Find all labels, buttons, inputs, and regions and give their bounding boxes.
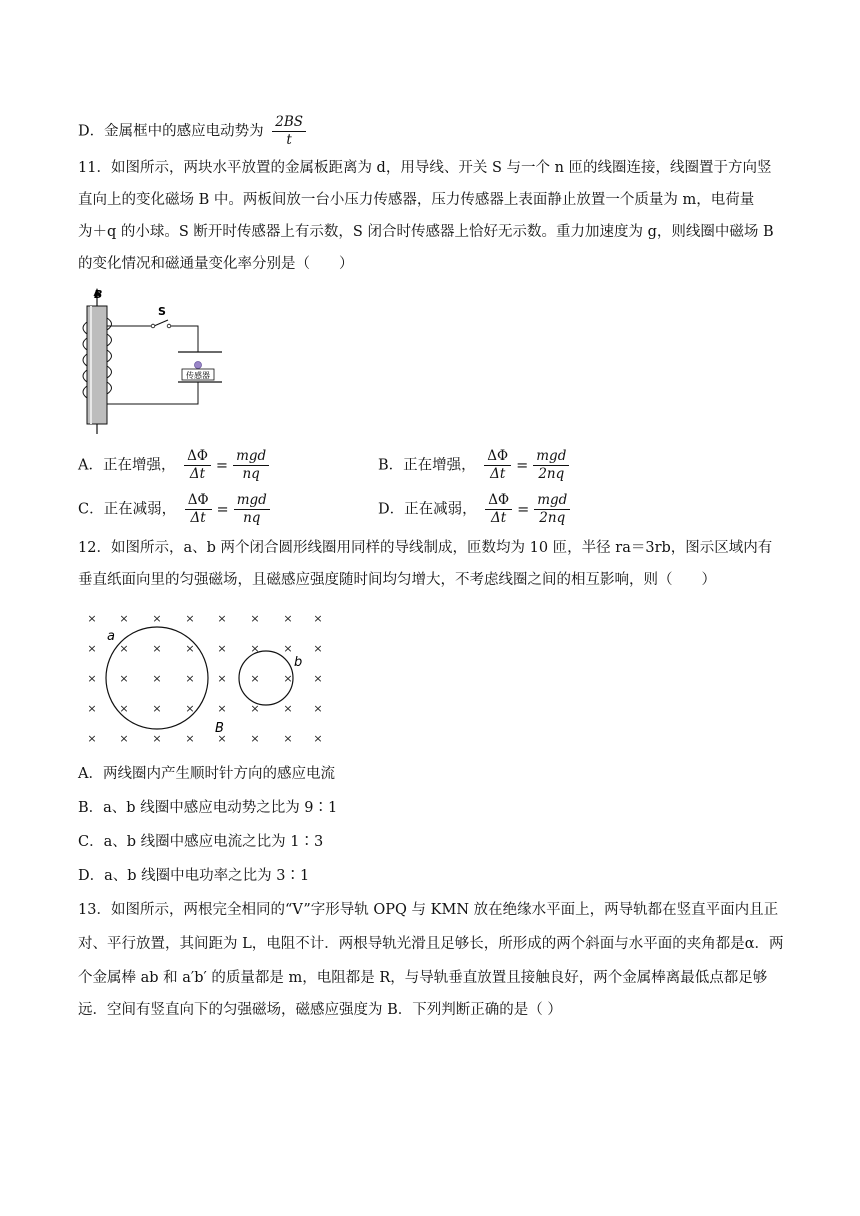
option-label: C．正在减弱， [78, 501, 177, 518]
q11-option-d: D．正在减弱， $\frac{\Delta\Phi}{\Delta t}$ = $\frac{\text{mgd}}{2nq}$ [378, 492, 574, 527]
fraction-denominator: Δt [490, 466, 506, 482]
fraction [184, 448, 211, 483]
q12-option-d: D．a、b 线圈中电功率之比为 3∶1 [78, 868, 310, 884]
q11-stem-line: 的变化情况和磁通量变化率分别是（ ） [78, 256, 354, 272]
field-cross-mark: × [217, 642, 227, 655]
q12-stem-line: 垂直纸面向里的匀强磁场，且磁感应强度随时间均匀增大，不考虑线圈之间的相互影响，则（ ） [78, 572, 716, 588]
q12-option-c: C．a、b 线圈中感应电流之比为 1∶3 [78, 834, 324, 850]
q10-option-d [78, 114, 310, 149]
fraction-denominator: nq [242, 466, 260, 482]
field-cross-mark: × [185, 732, 195, 745]
q13-stem-line: 个金属棒 ab 和 a′b′ 的质量都是 m，电阻都是 R，与导轨垂直放置且接触良好，两个金属棒离最低点都足够 [78, 970, 768, 986]
field-cross-mark: × [250, 672, 260, 685]
field-cross-mark: × [313, 642, 323, 655]
fraction-denominator: nq [243, 510, 261, 526]
fraction-numerator: mgd [534, 492, 570, 510]
field-cross-mark: × [152, 642, 162, 655]
field-cross-mark: × [250, 642, 260, 655]
q12-option-b: B．a、b 线圈中感应电动势之比为 9∶1 [78, 800, 338, 816]
field-cross-mark: × [87, 672, 97, 685]
fraction [234, 492, 270, 527]
q11-coil-circuit-figure [72, 284, 232, 436]
field-cross-mark: × [283, 732, 293, 745]
field-cross-mark: × [283, 672, 293, 685]
field-cross-mark: × [250, 732, 260, 745]
q12-figure-label-field: B [215, 721, 224, 736]
field-cross-mark: × [283, 642, 293, 655]
field-cross-mark: × [217, 672, 227, 685]
field-cross-mark: × [283, 612, 293, 625]
fraction-numerator: ΔΦ [485, 492, 512, 510]
field-cross-mark: × [217, 702, 227, 715]
fraction-numerator: ΔΦ [184, 448, 211, 466]
q10-option-d-fraction [272, 114, 306, 149]
q12-option-a: A．两线圈内产生顺时针方向的感应电流 [78, 766, 335, 782]
field-cross-mark: × [119, 702, 129, 715]
fraction-denominator: Δt [190, 510, 206, 526]
field-cross-mark: × [152, 732, 162, 745]
field-cross-mark: × [313, 672, 323, 685]
q11-figure-label-b: B [94, 288, 103, 301]
field-cross-mark: × [119, 642, 129, 655]
field-cross-mark: × [87, 732, 97, 745]
fraction [233, 448, 269, 483]
q11-stem-line: 直向上的变化磁场 B 中。两板间放一台小压力传感器，压力传感器上表面静止放置一个质量为 m，电荷量 [78, 192, 755, 208]
field-cross-mark: × [313, 612, 323, 625]
field-cross-mark: × [119, 612, 129, 625]
q13-stem-line: 对、平行放置，其间距为 L，电阻不计．两根导轨光滑且足够长，所形成的两个斜面与水平面的夹角都是α．两 [78, 936, 784, 952]
q12-figure-label-b: b [294, 655, 303, 670]
field-cross-mark: × [250, 702, 260, 715]
field-cross-mark: × [87, 612, 97, 625]
q11-figure-sensor-label: 传感器 [186, 371, 210, 380]
option-label: B．正在增强， [378, 457, 476, 474]
fraction-numerator: mgd [533, 448, 569, 466]
q13-stem-line: 远．空间有竖直向下的匀强磁场，磁感应强度为 B．下列判断正确的是（ ） [78, 1002, 562, 1018]
field-cross-mark: × [185, 642, 195, 655]
q11-stem-line: 为＋q 的小球。S 断开时传感器上有示数，S 闭合时传感器上恰好无示数。重力加速度为 g，则线圈中磁场 B [78, 224, 774, 240]
fraction [533, 448, 569, 483]
q11-figure-label-s: S [158, 305, 166, 318]
fraction [185, 492, 212, 527]
field-cross-mark: × [283, 702, 293, 715]
option-label: D．正在减弱， [378, 501, 477, 518]
q12-figure-label-a: a [107, 629, 115, 644]
q11-option-b: B．正在增强， $\frac{\Delta\Phi}{\Delta t}$ = $\frac{\text{mgd}}{2nq}$ [378, 448, 573, 483]
fraction-denominator: 2nq [539, 510, 566, 526]
fraction-numerator: ΔΦ [185, 492, 212, 510]
field-cross-mark: × [217, 612, 227, 625]
q12-stem-line: 12．如图所示，a、b 两个闭合圆形线圈用同样的导线制成，匝数均为 10 匝，半径 ra＝3rb，图示区域内有 [78, 540, 773, 556]
q12-magnetic-field-coils-figure [80, 604, 330, 752]
q11-stem-line: 11．如图所示，两块水平放置的金属板距离为 d，用导线、开关 S 与一个 n 匝的线圈连接，线圈置于方向竖 [78, 160, 772, 176]
q11-option-a: A．正在增强， $\frac{\Delta\Phi}{\Delta t}$ = $\frac{\text{mgd}}{nq}$ [78, 448, 273, 483]
field-cross-mark: × [119, 732, 129, 745]
option-label: A．正在增强， [78, 457, 176, 474]
field-cross-mark: × [119, 672, 129, 685]
fraction-denominator: 2nq [538, 466, 565, 482]
fraction-numerator: mgd [234, 492, 270, 510]
q11-option-c: C．正在减弱， $\frac{\Delta\Phi}{\Delta t}$ = $\frac{\text{mgd}}{nq}$ [78, 492, 274, 527]
field-cross-mark: × [313, 702, 323, 715]
field-cross-mark: × [185, 672, 195, 685]
fraction-numerator: ΔΦ [484, 448, 511, 466]
field-cross-mark: × [87, 642, 97, 655]
field-cross-mark: × [152, 702, 162, 715]
fraction [534, 492, 570, 527]
field-cross-mark: × [313, 732, 323, 745]
field-cross-mark: × [250, 612, 260, 625]
fraction-denominator: Δt [491, 510, 507, 526]
q10-option-d-text: D．金属框中的感应电动势为 [78, 123, 264, 140]
q13-stem-line: 13．如图所示，两根完全相同的“V”字形导轨 OPQ 与 KMN 放在绝缘水平面上，两导轨都在竖直平面内且正 [78, 902, 779, 918]
field-cross-mark: × [217, 732, 227, 745]
field-cross-mark: × [87, 702, 97, 715]
fraction [484, 448, 511, 483]
field-cross-mark: × [185, 612, 195, 625]
fraction [485, 492, 512, 527]
fraction-numerator: 2BS [272, 114, 306, 132]
field-cross-mark: × [152, 612, 162, 625]
field-cross-mark: × [185, 702, 195, 715]
fraction-numerator: mgd [233, 448, 269, 466]
fraction-denominator: t [286, 132, 292, 148]
fraction-denominator: Δt [189, 466, 206, 482]
field-cross-mark: × [152, 672, 162, 685]
